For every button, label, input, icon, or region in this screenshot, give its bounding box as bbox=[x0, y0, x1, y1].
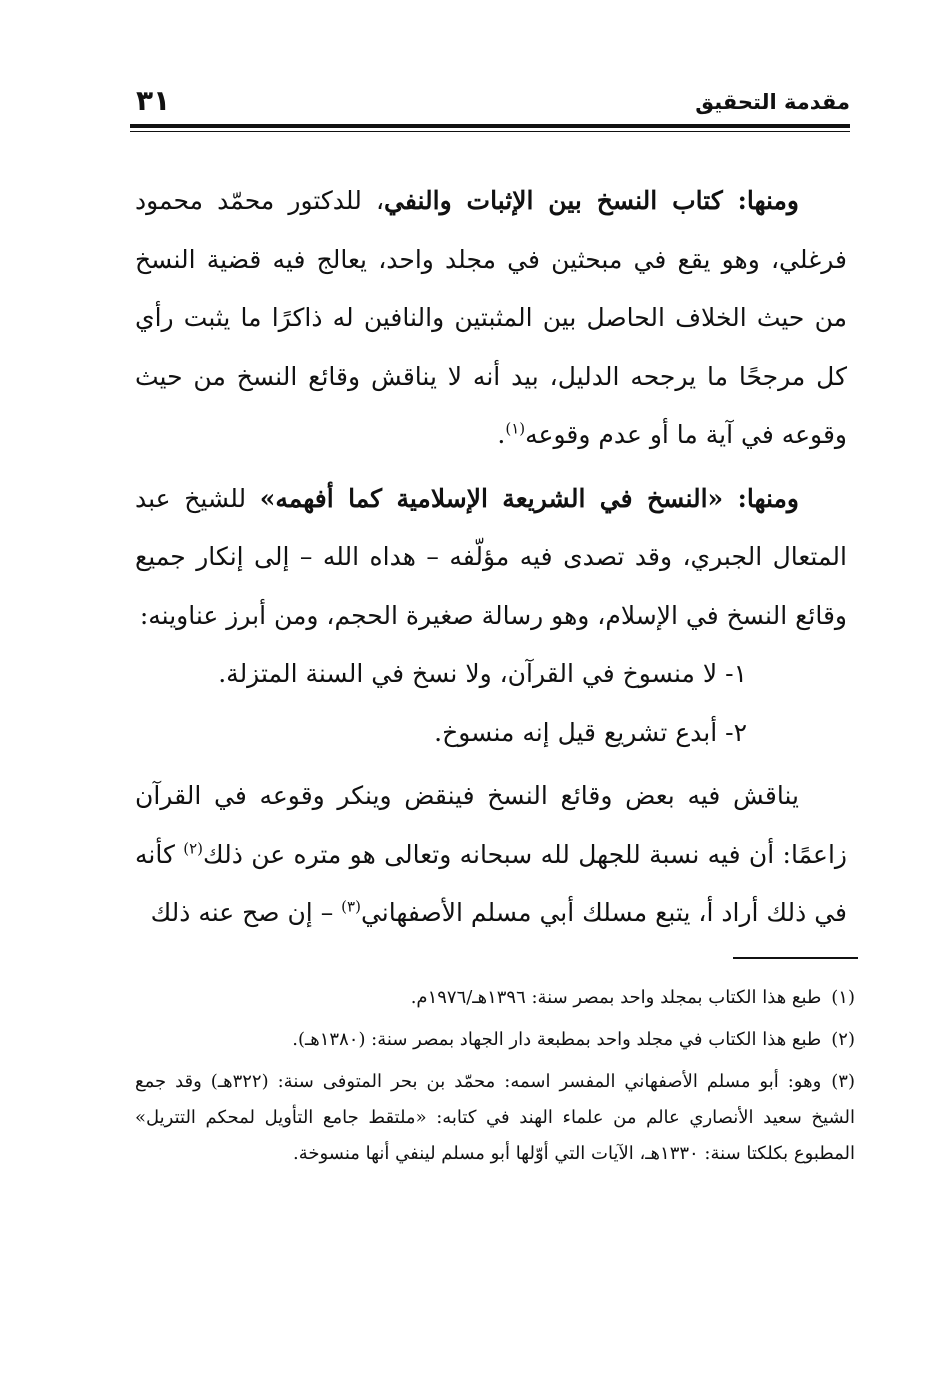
paragraph-text: ، للدكتور محمّد محمود فرغلي، وهو يقع في مبحثين في مجلد واحد، يعالج فيه قضية النسخ من حيث الخلاف الحاصل بين المثبتين والنافين له ذاكرًا ما يثبت رأي كل مرجحًا ما يرجحه الدليل، بيد أنه لا يناقش وقائع النسخ من حيث وقوعه في آية ما أو عدم وقوعه bbox=[135, 186, 847, 449]
paragraph bbox=[135, 172, 847, 465]
header-rule bbox=[130, 124, 850, 128]
footnote-separator bbox=[733, 957, 858, 959]
paragraph-text: – إن صح عنه ذلك bbox=[150, 898, 342, 927]
footnote bbox=[135, 1064, 855, 1172]
footnote-number: (٢) bbox=[831, 1029, 855, 1050]
book-title: «النسخ في الشريعة الإسلامية كما أفهمه» bbox=[259, 483, 724, 513]
running-title: مقدمة التحقيق bbox=[695, 90, 850, 114]
footnote-text: طبع هذا الكتاب في مجلد واحد بمطبعة دار الجهاد بمصر سنة: (١٣٨٠هـ). bbox=[292, 1029, 822, 1050]
page-number: ٣١ bbox=[136, 84, 171, 117]
footnote bbox=[135, 980, 855, 1016]
list-item: ٢- أبدع تشريع قيل إنه منسوخ. bbox=[434, 717, 747, 747]
footnotes bbox=[135, 980, 855, 1178]
paragraph-end: . bbox=[497, 420, 506, 449]
header-rule-thin bbox=[130, 131, 850, 132]
footnote bbox=[135, 1022, 855, 1058]
footnote-text: وهو: أبو مسلم الأصفهاني المفسر اسمه: محمّد بن بحر المتوفى سنة: (٣٢٢هـ) وقد جمع الشيخ سعيد الأنصاري عالم من علماء الهند في كتابه: «ملتقط جامع التأويل لمحكم التتريل» المطبوع بكلكتا سنة: ١٣٣٠هـ، الآيات التي أوّلها أبو مسلم لينفي أنها منسوخة. bbox=[135, 1071, 855, 1164]
list-item: ١- لا منسوخ في القرآن، ولا نسخ في السنة المتزلة. bbox=[218, 659, 747, 688]
footnote-ref: (٣) bbox=[341, 897, 361, 916]
paragraph bbox=[135, 470, 847, 646]
main-text bbox=[135, 172, 847, 943]
paragraph-text: كأنه في ذلك أراد أ، يتبع مسلك أبي مسلم الأصفهاني bbox=[135, 839, 847, 927]
footnote-ref: (٢) bbox=[183, 839, 204, 858]
footnote-number: (٣) bbox=[831, 1071, 855, 1092]
book-title: كتاب النسخ بين الإثبات والنفي bbox=[384, 186, 723, 215]
footnote-number: (١) bbox=[831, 987, 855, 1008]
footnote-text: طبع هذا الكتاب بمجلد واحد بمصر سنة: ١٣٩٦هـ/١٩٧٦م. bbox=[410, 987, 822, 1008]
page-header bbox=[130, 84, 850, 122]
paragraph-text: للشيخ عبد المتعال الجبري، وقد تصدى فيه مؤلّفه – هداه الله – إلى إنكار جميع وقائع النسخ في الإسلام، وهو رسالة صغيرة الحجم، ومن أبرز عناوينه: bbox=[135, 483, 847, 630]
paragraph-text: يناقش فيه بعض وقائع النسخ فينقض وينكر وقوعه في القرآن زاعمًا: أن فيه نسبة للجهل لله سبحانه وتعالى هو متره عن ذلك bbox=[135, 781, 847, 869]
paragraph-lead: ومنها: bbox=[723, 483, 799, 513]
paragraph-lead: ومنها: bbox=[722, 186, 799, 215]
footnote-ref: (١) bbox=[505, 419, 526, 438]
paragraph bbox=[135, 767, 847, 943]
